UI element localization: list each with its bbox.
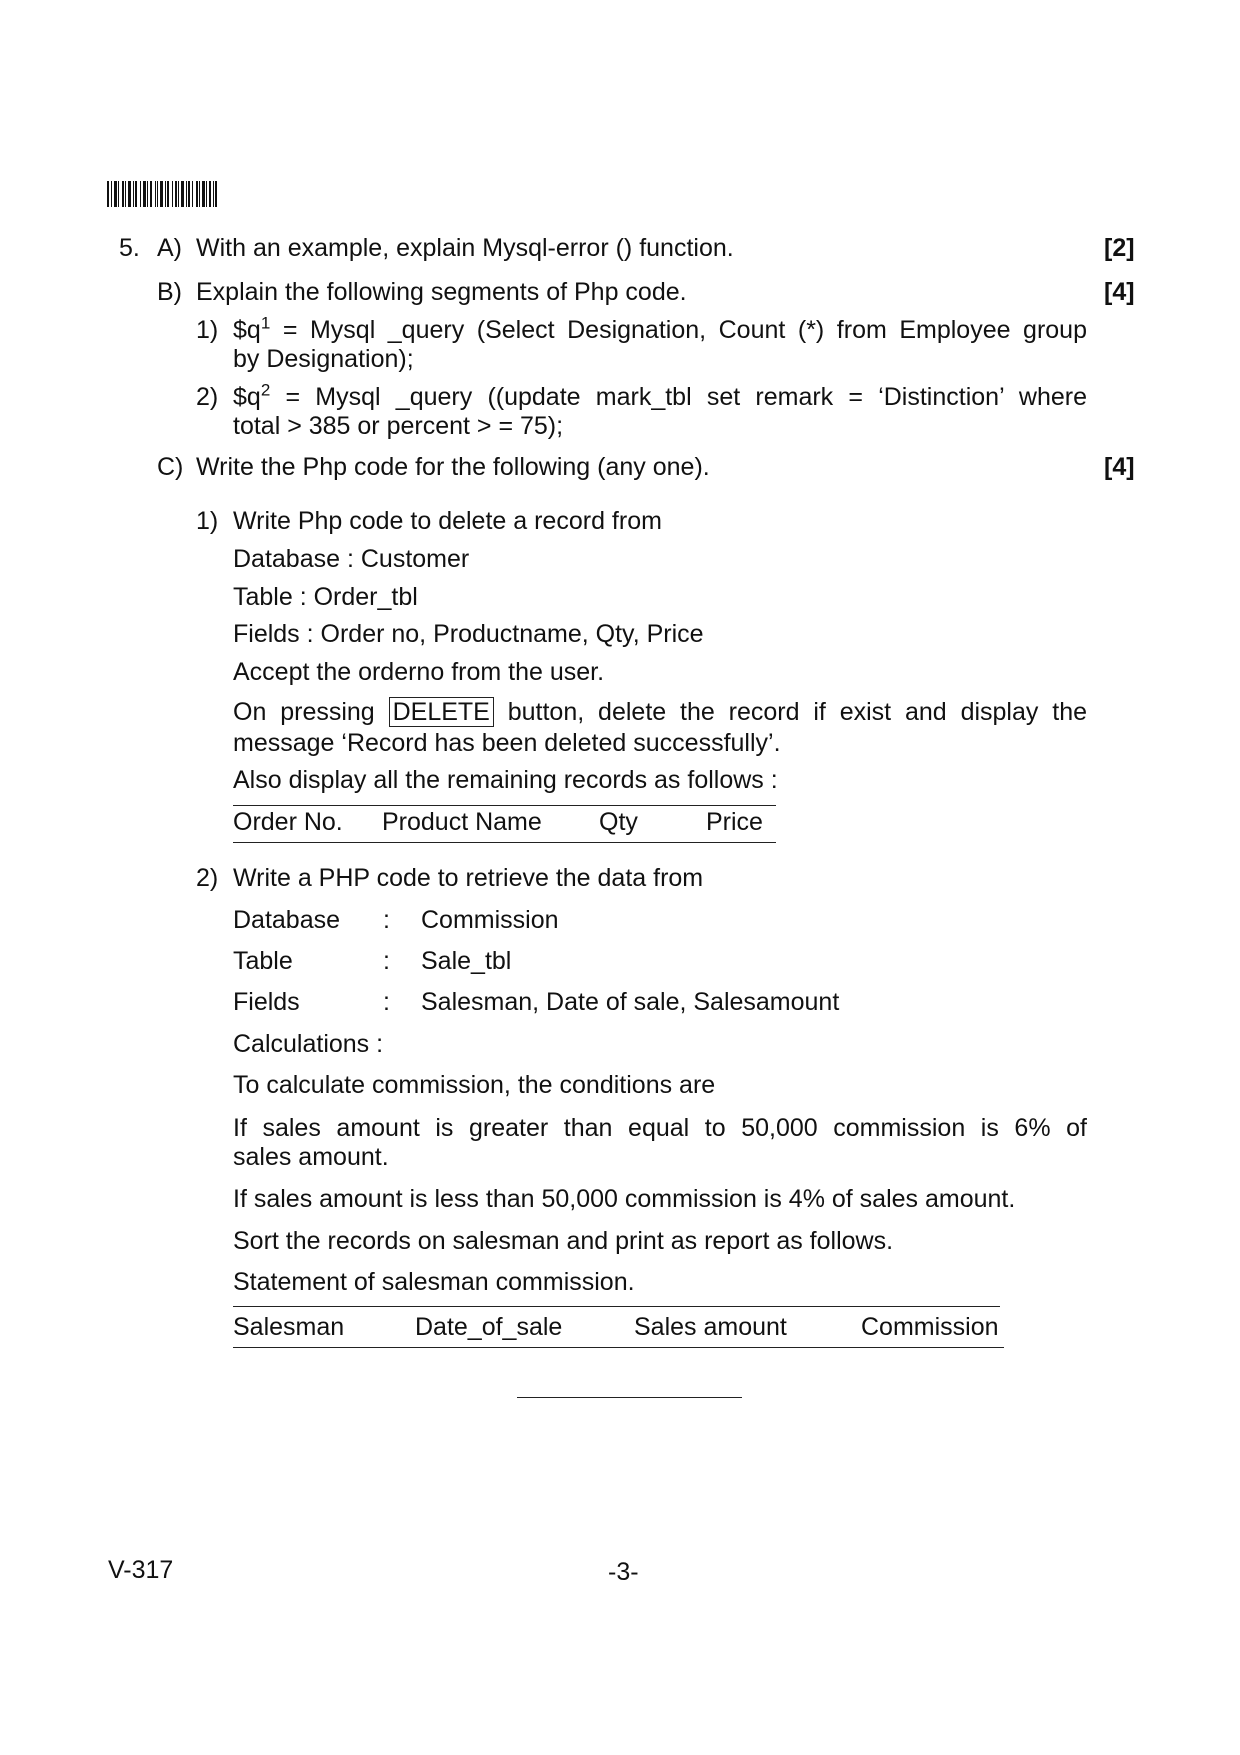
b-item-2-line2: total > 385 or percent > = 75); — [233, 412, 564, 440]
part-b-marks: [4] — [1104, 278, 1135, 306]
c2-field-value: Salesman, Date of sale, Salesamount — [421, 988, 840, 1016]
table2-bottom-rule — [233, 1347, 1004, 1348]
c2-field-sep: : — [383, 906, 390, 934]
table2-top-rule — [233, 1306, 1000, 1307]
c2-sort-line: Sort the records on salesman and print as report as follows. — [233, 1227, 894, 1255]
barcode-icon — [107, 181, 249, 207]
c2-intro: Write a PHP code to retrieve the data from — [233, 864, 704, 892]
c2-cond1-line1: If sales amount is greater than equal to 50,000 commission is 6% of — [233, 1114, 1087, 1142]
b-item-1-label: 1) — [196, 316, 219, 344]
table1-bottom-rule — [233, 842, 776, 843]
table2-header: Date_of_sale — [415, 1313, 563, 1341]
table2-header: Commission — [861, 1313, 999, 1341]
delete-button-label: DELETE — [389, 697, 494, 727]
c2-field-value: Sale_tbl — [421, 947, 512, 975]
c1-message-line: message ‘Record has been deleted successfully’. — [233, 729, 781, 757]
part-c-text: Write the Php code for the following (any one). — [196, 453, 710, 481]
c1-line: Fields : Order no, Productname, Qty, Price — [233, 620, 704, 648]
c1-display-line: Also display all the remaining records as follows : — [233, 766, 778, 794]
c1-line: Accept the orderno from the user. — [233, 658, 605, 686]
part-b-label: B) — [157, 278, 182, 306]
table2-header: Sales amount — [634, 1313, 787, 1341]
c1-line: Write Php code to delete a record from — [233, 507, 662, 535]
c-item-1-label: 1) — [196, 507, 219, 535]
part-a-text: With an example, explain Mysql-error () function. — [196, 234, 734, 262]
c2-field-value: Commission — [421, 906, 559, 934]
c2-field-sep: : — [383, 988, 390, 1016]
part-c-label: C) — [157, 453, 184, 481]
c2-cond1-line2: sales amount. — [233, 1143, 389, 1171]
c2-field-sep: : — [383, 947, 390, 975]
c2-cond2: If sales amount is less than 50,000 commission is 4% of sales amount. — [233, 1185, 1016, 1213]
c2-field-key: Table — [233, 947, 293, 975]
end-rule — [517, 1397, 742, 1398]
question-number: 5. — [119, 234, 140, 262]
part-c-marks: [4] — [1104, 453, 1135, 481]
table1-header: Price — [706, 808, 763, 836]
table1-top-rule — [233, 805, 776, 806]
table1-header: Product Name — [382, 808, 542, 836]
c2-calc-heading: Calculations : — [233, 1030, 384, 1058]
c1-pressing-line: On pressing DELETE button, delete the record if exist and display the — [233, 698, 1088, 726]
paper-code: V-317 — [108, 1556, 174, 1584]
part-a-label: A) — [157, 234, 182, 262]
table1-header: Qty — [599, 808, 638, 836]
c2-field-key: Fields — [233, 988, 300, 1016]
b-item-1-line1: $\$q^1$ = Mysql _query (Select Designation, Count (*) from Employee group — [233, 313, 1087, 344]
b-item-2-label: 2) — [196, 383, 219, 411]
part-a-marks: [2] — [1104, 234, 1135, 262]
c2-field-key: Database — [233, 906, 341, 934]
c2-statement-line: Statement of salesman commission. — [233, 1268, 635, 1296]
table2-header: Salesman — [233, 1313, 345, 1341]
c-item-2-label: 2) — [196, 864, 219, 892]
c2-conditions-line: To calculate commission, the conditions are — [233, 1071, 716, 1099]
b-item-1-line2: by Designation); — [233, 345, 414, 373]
part-b-text: Explain the following segments of Php code. — [196, 278, 687, 306]
b-item-2-line1: $\$q^2$ = Mysql _query ((update mark_tbl set remark = ‘Distinction’ where — [233, 380, 1087, 411]
table1-header: Order No. — [233, 808, 343, 836]
page-number: -3- — [608, 1558, 639, 1586]
c1-line: Database : Customer — [233, 545, 470, 573]
c1-line: Table : Order_tbl — [233, 583, 418, 611]
